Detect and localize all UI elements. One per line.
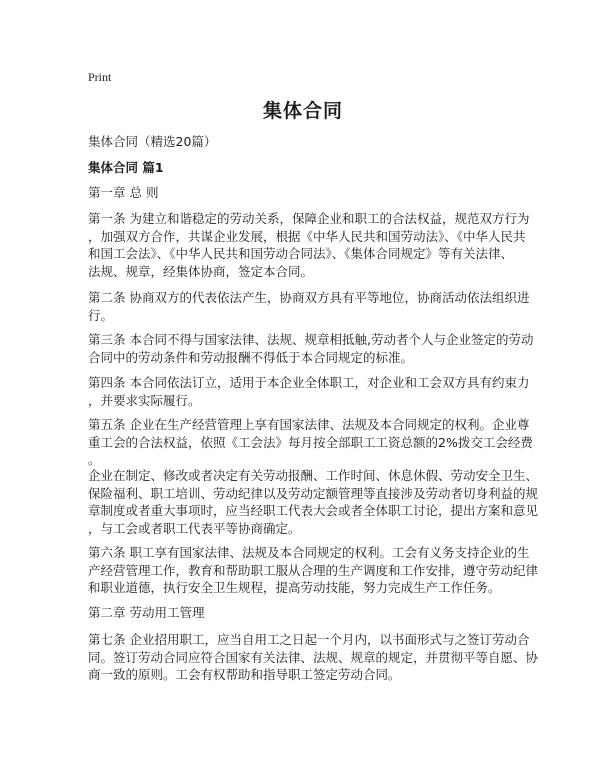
text-line: 。 <box>88 452 101 467</box>
paragraph-article-2 <box>88 289 529 324</box>
text-line: 第七条 企业招用职工，应当自用工之日起一个月内，以书面形式与之签订劳动合 <box>88 632 530 647</box>
section-heading: 集体合同 篇1 <box>88 160 164 175</box>
text-line: 和国工会法》、《中华人民共和国劳动合同法》、《集体合同规定》等有关法律、 <box>88 246 514 261</box>
text-line: 第三条 本合同不得与国家法律、法规、规章相抵触,劳动者个人与企业签定的劳动 <box>88 332 534 347</box>
text-line: 第六条 职工享有国家法律、法规及本合同规定的权利。工会有义务支持企业的生 <box>88 545 530 560</box>
text-line: 第一条 为建立和谐稳定的劳动关系，保障企业和职工的合法权益，规范双方行为 <box>88 211 530 226</box>
chapter-heading <box>88 604 204 622</box>
text-line: 第四条 本合同依法订立，适用于本企业全体职工，对企业和工会双方具有约束力 <box>88 375 530 390</box>
text-line: 行。 <box>88 307 114 323</box>
text-line: 保险福利、职工培训、劳动纪律以及劳动定额管理等直接涉及劳动者切身利益的规 <box>88 485 539 501</box>
text-line: ，并要求实际履行。 <box>88 392 201 408</box>
text-line: 商一致的原则。工会有权帮助和指导职工签定劳动合同。 <box>88 667 401 682</box>
chapter-1-title: 第一章 总 则 <box>88 185 159 200</box>
text-line: ，与工会或者职工代表平等协商确定。 <box>88 520 301 536</box>
chapter-2-title: 第二章 劳动用工管理 <box>88 605 205 620</box>
text-line: 合同中的劳动条件和劳动报酬不得低于本合同规定的标准。 <box>88 349 414 365</box>
text-line: 章制度或者重大事项时，应当经职工代表大会或者全体职工讨论，提出方案和意见 <box>88 503 539 518</box>
document-subtitle: 集体合同（精选20篇） <box>88 134 217 149</box>
paragraph-article-6 <box>88 544 538 597</box>
text-line: 产经营管理工作，教育和帮助职工服从合理的生产调度和工作安排，遵守劳动纪律 <box>88 562 539 578</box>
text-line: 重工会的合法权益，依照《工会法》每月按全部职工工资总额的2%拨交工会经费 <box>88 434 533 450</box>
text-line: 法规、规章，经集体协商，签定本合同。 <box>88 263 314 279</box>
text-line: ，加强双方合作，共谋企业发展，根据《中华人民共和国劳动法》、《中华人民共 <box>88 228 526 244</box>
text-line: 第五条 企业在生产经营管理上享有国家法律、法规及本合同规定的权利。企业尊 <box>88 417 530 432</box>
text-line: 和职业道德，执行安全卫生规程，提高劳动技能，努力完成生产工作任务。 <box>88 580 501 595</box>
paragraph-article-5-cont <box>88 467 538 537</box>
chapter-heading <box>88 184 158 202</box>
document-title: 集体合同 <box>262 100 343 122</box>
paragraph-article-3 <box>88 331 533 366</box>
paragraph-article-5 <box>88 416 533 469</box>
paragraph-article-7 <box>88 631 538 684</box>
text-line: 同。签订劳动合同应符合国家有关法律、法规、规章的规定，并贯彻平等自愿、协 <box>88 649 539 665</box>
text-line: 第二条 协商双方的代表依法产生，协商双方具有平等地位，协商活动依法组织进 <box>88 290 530 305</box>
text-line: 企业在制定、修改或者决定有关劳动报酬、工作时间、休息休假、劳动安全卫生、 <box>88 468 539 483</box>
print-label[interactable]: Print <box>88 70 112 84</box>
paragraph-article-4 <box>88 374 529 409</box>
paragraph-article-1 <box>88 210 529 280</box>
